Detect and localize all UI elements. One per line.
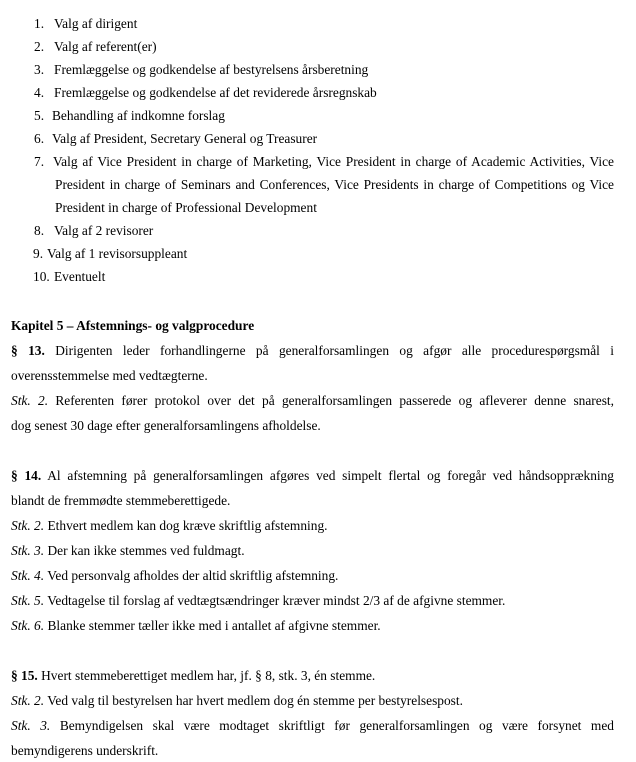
list-text: Eventuelt	[54, 269, 106, 284]
stk-text: Referenten fører protokol over det på generalforsamlingen passerede og afleverer denne snarest,	[55, 393, 614, 408]
stk-text: Blanke stemmer tæller ikke med i antallet af afgivne stemmer.	[47, 618, 381, 633]
stk-text: Ved personvalg afholdes der altid skriftlig afstemning.	[47, 568, 339, 583]
list-number: 3.	[34, 62, 45, 77]
section-14-line-2: blandt de fremmødte stemmeberettigede.	[11, 493, 231, 508]
section-13-line-1	[11, 342, 614, 359]
list-text: Valg af 1 revisorsuppleant	[47, 246, 188, 261]
list-number: 8.	[34, 223, 45, 238]
list-text: Valg af referent(er)	[54, 39, 157, 54]
section-mark: § 15.	[11, 668, 38, 683]
list-number: 4.	[34, 85, 45, 100]
section-15-line-1	[11, 667, 375, 684]
stk-label: Stk. 6.	[11, 618, 45, 633]
list-text: Behandling af indkomne forslag	[52, 108, 225, 123]
section-mark: § 14.	[11, 468, 42, 483]
section-15-stk2	[11, 692, 463, 709]
list-number: 1.	[34, 16, 45, 31]
section-13-stk2-line-2: dog senest 30 dage efter generalforsamlingens afholdelse.	[11, 418, 321, 433]
section-text: Hvert stemmeberettiget medlem har, jf. § 8, stk. 3, én stemme.	[41, 668, 376, 683]
section-14-stk3	[11, 542, 245, 559]
section-text: Dirigenten leder forhandlingerne på generalforsamlingen og afgør alle procedurespørgsmål i	[55, 343, 614, 358]
list-text: President in charge of Seminars and Conferences, Vice Presidents in charge of Competitions og Vice	[55, 177, 614, 192]
section-mark: § 13.	[11, 343, 45, 358]
section-13-line-2: overensstemmelse med vedtægterne.	[11, 368, 208, 383]
stk-label: Stk. 3.	[11, 718, 51, 733]
list-text: Valg af dirigent	[54, 16, 138, 31]
section-15-stk3-line-2: bemyndigerens underskrift.	[11, 743, 159, 758]
list-text: President in charge of Professional Development	[55, 200, 317, 215]
stk-text: Bemyndigelsen skal være modtaget skriftligt før generalforsamlingen og være forsynet med	[59, 718, 614, 733]
list-text: Fremlæggelse og godkendelse af det reviderede årsregnskab	[54, 85, 377, 100]
list-number: 2.	[34, 39, 45, 54]
section-15-stk3-line-1	[11, 717, 614, 734]
list-number: 9.	[33, 246, 44, 261]
stk-text: Der kan ikke stemmes ved fuldmagt.	[47, 543, 245, 558]
list-text: Valg af 2 revisorer	[54, 223, 154, 238]
section-14-stk4	[11, 567, 338, 584]
stk-label: Stk. 5.	[11, 593, 45, 608]
stk-label: Stk. 4.	[11, 568, 45, 583]
chapter-heading: Kapitel 5 – Afstemnings- og valgprocedure	[11, 318, 255, 333]
stk-label: Stk. 3.	[11, 543, 45, 558]
stk-label: Stk. 2.	[11, 518, 45, 533]
section-14-line-1	[11, 467, 614, 484]
list-text: Valg af President, Secretary General og Treasurer	[52, 131, 318, 146]
list-number: 7.	[34, 154, 45, 169]
section-13-stk2-line-1	[11, 392, 614, 409]
stk-label: Stk. 2.	[11, 393, 49, 408]
section-14-stk6	[11, 617, 381, 634]
stk-text: Ethvert medlem kan dog kræve skriftlig afstemning.	[47, 518, 328, 533]
stk-text: Vedtagelse til forslag af vedtægtsændringer kræver mindst 2/3 af de afgivne stemmer.	[47, 593, 506, 608]
section-text: Al afstemning på generalforsamlingen afgøres ved simpelt flertal og foregår ved håndsopprækning	[47, 468, 615, 483]
list-text: Valg af Vice President in charge of Marketing, Vice President in charge of Academic Activities, Vice	[53, 154, 614, 169]
list-number: 5.	[34, 108, 45, 123]
list-text: Fremlæggelse og godkendelse af bestyrelsens årsberetning	[54, 62, 369, 77]
stk-text: Ved valg til bestyrelsen har hvert medlem dog én stemme per bestyrelsespost.	[47, 693, 463, 708]
list-number: 10.	[33, 269, 50, 284]
section-14-stk2	[11, 517, 328, 534]
list-number: 6.	[34, 131, 45, 146]
section-14-stk5	[11, 592, 505, 609]
stk-label: Stk. 2.	[11, 693, 45, 708]
